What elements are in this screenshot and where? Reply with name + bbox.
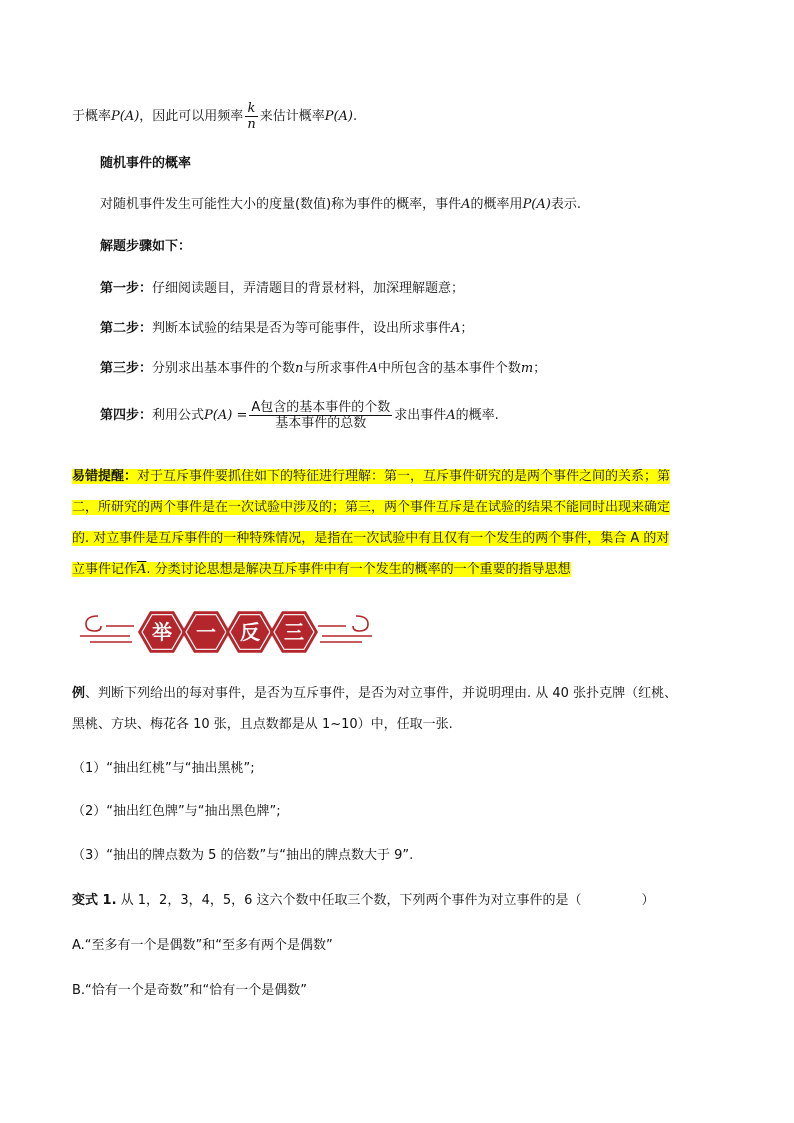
example-q2: （2）“抽出红色牌”与“抽出黑色牌”; (72, 804, 281, 819)
banner-char: 举 (152, 620, 172, 644)
option-b[interactable]: B.“恰有一个是奇数”和“恰有一个是偶数” (72, 983, 307, 998)
banner-graphic (76, 602, 376, 662)
tip-line-3: 的. 对立事件是互斥事件的一种特殊情况，是指在一次试验中有且仅有一个发生的两个事件，集合 A 的对 (72, 531, 670, 546)
tip-label: 易错提醒： (72, 469, 138, 484)
fraction-probability-formula: $\frac{\text{A包含的基本事件的个数}}{\text{基本事件的总数}}$ (251, 400, 391, 431)
steps-heading: 解题步骤如下： (100, 239, 192, 254)
left-swirl-icon (80, 616, 134, 642)
math-pa: P(A) (111, 109, 140, 124)
banner-char: 反 (240, 620, 260, 644)
step-1: 第一步：仔细阅读题目，弄清题目的背景材料，加深理解题意； (100, 281, 465, 296)
definition-line: 对随机事件发生可能性大小的度量(数值)称为事件的概率，事件A的概率用P(A)表示. (100, 197, 581, 212)
math-pa-2: P(A) (324, 109, 353, 124)
banner-ju-yi-fan-san (76, 602, 376, 662)
tip-line-4: 立事件记作$\overline{A}$. 分类讨论思想是解决互斥事件中有一个发生的概率的一个重要的指导思想 (72, 562, 571, 577)
intro-text: 于概率 (72, 109, 112, 124)
step-2: 第二步：判断本试验的结果是否为等可能事件，设出所求事件A； (100, 321, 474, 336)
variant-line: 变式 1. 从 1，2，3，4，5，6 这六个数中任取三个数，下列两个事件为对立事件的是（ ） (72, 893, 655, 908)
option-a[interactable]: A.“至多有一个是偶数”和“至多有两个是偶数” (72, 938, 333, 953)
example-q1: （1）“抽出红桃”与“抽出黑桃”; (72, 761, 255, 776)
right-swirl-icon (318, 616, 372, 642)
section-title: 随机事件的概率 (100, 156, 192, 171)
example-q3: （3）“抽出的牌点数为 5 的倍数”与“抽出的牌点数大于 9”. (72, 848, 414, 863)
example-label: 例 (72, 686, 86, 701)
tip-line-1: 易错提醒：对于互斥事件要抓住如下的特征进行理解：第一，互斥事件研究的是两个事件之间的关系；第 (72, 469, 671, 484)
example-line-1: 例、判断下列给出的每对事件，是否为互斥事件，是否为对立事件，并说明理由. 从 40 张扑克牌（红桃、 (72, 686, 678, 701)
tip-line-2: 二，所研究的两个事件是在一次试验中涉及的；第三，两个事件互斥是在试验的结果不能同时出现来确定 (72, 500, 671, 515)
intro-end: . (352, 109, 358, 124)
banner-char: 三 (284, 620, 304, 644)
intro-line (72, 101, 357, 132)
intro-text-3: 来估计概率 (259, 109, 325, 124)
step-3: 第三步：分别求出基本事件的个数n与所求事件A中所包含的基本事件个数m； (100, 361, 547, 376)
variant-label: 变式 1. (72, 893, 117, 908)
example-line-2: 黑桃、方块、梅花各 10 张，且点数都是从 1~10）中，任取一张. (72, 717, 453, 732)
banner-char: 一 (196, 620, 216, 644)
intro-text-2: ，因此可以用频率 (139, 109, 244, 124)
step-4: 第四步：利用公式P(A) = $\frac{\text{A包含的基本事件的个数}}{\text{基本事件的总数}}$ 求出事件A的概率. (100, 400, 499, 431)
fraction-k-over-n: $\frac{k}{n}$ (247, 101, 256, 132)
